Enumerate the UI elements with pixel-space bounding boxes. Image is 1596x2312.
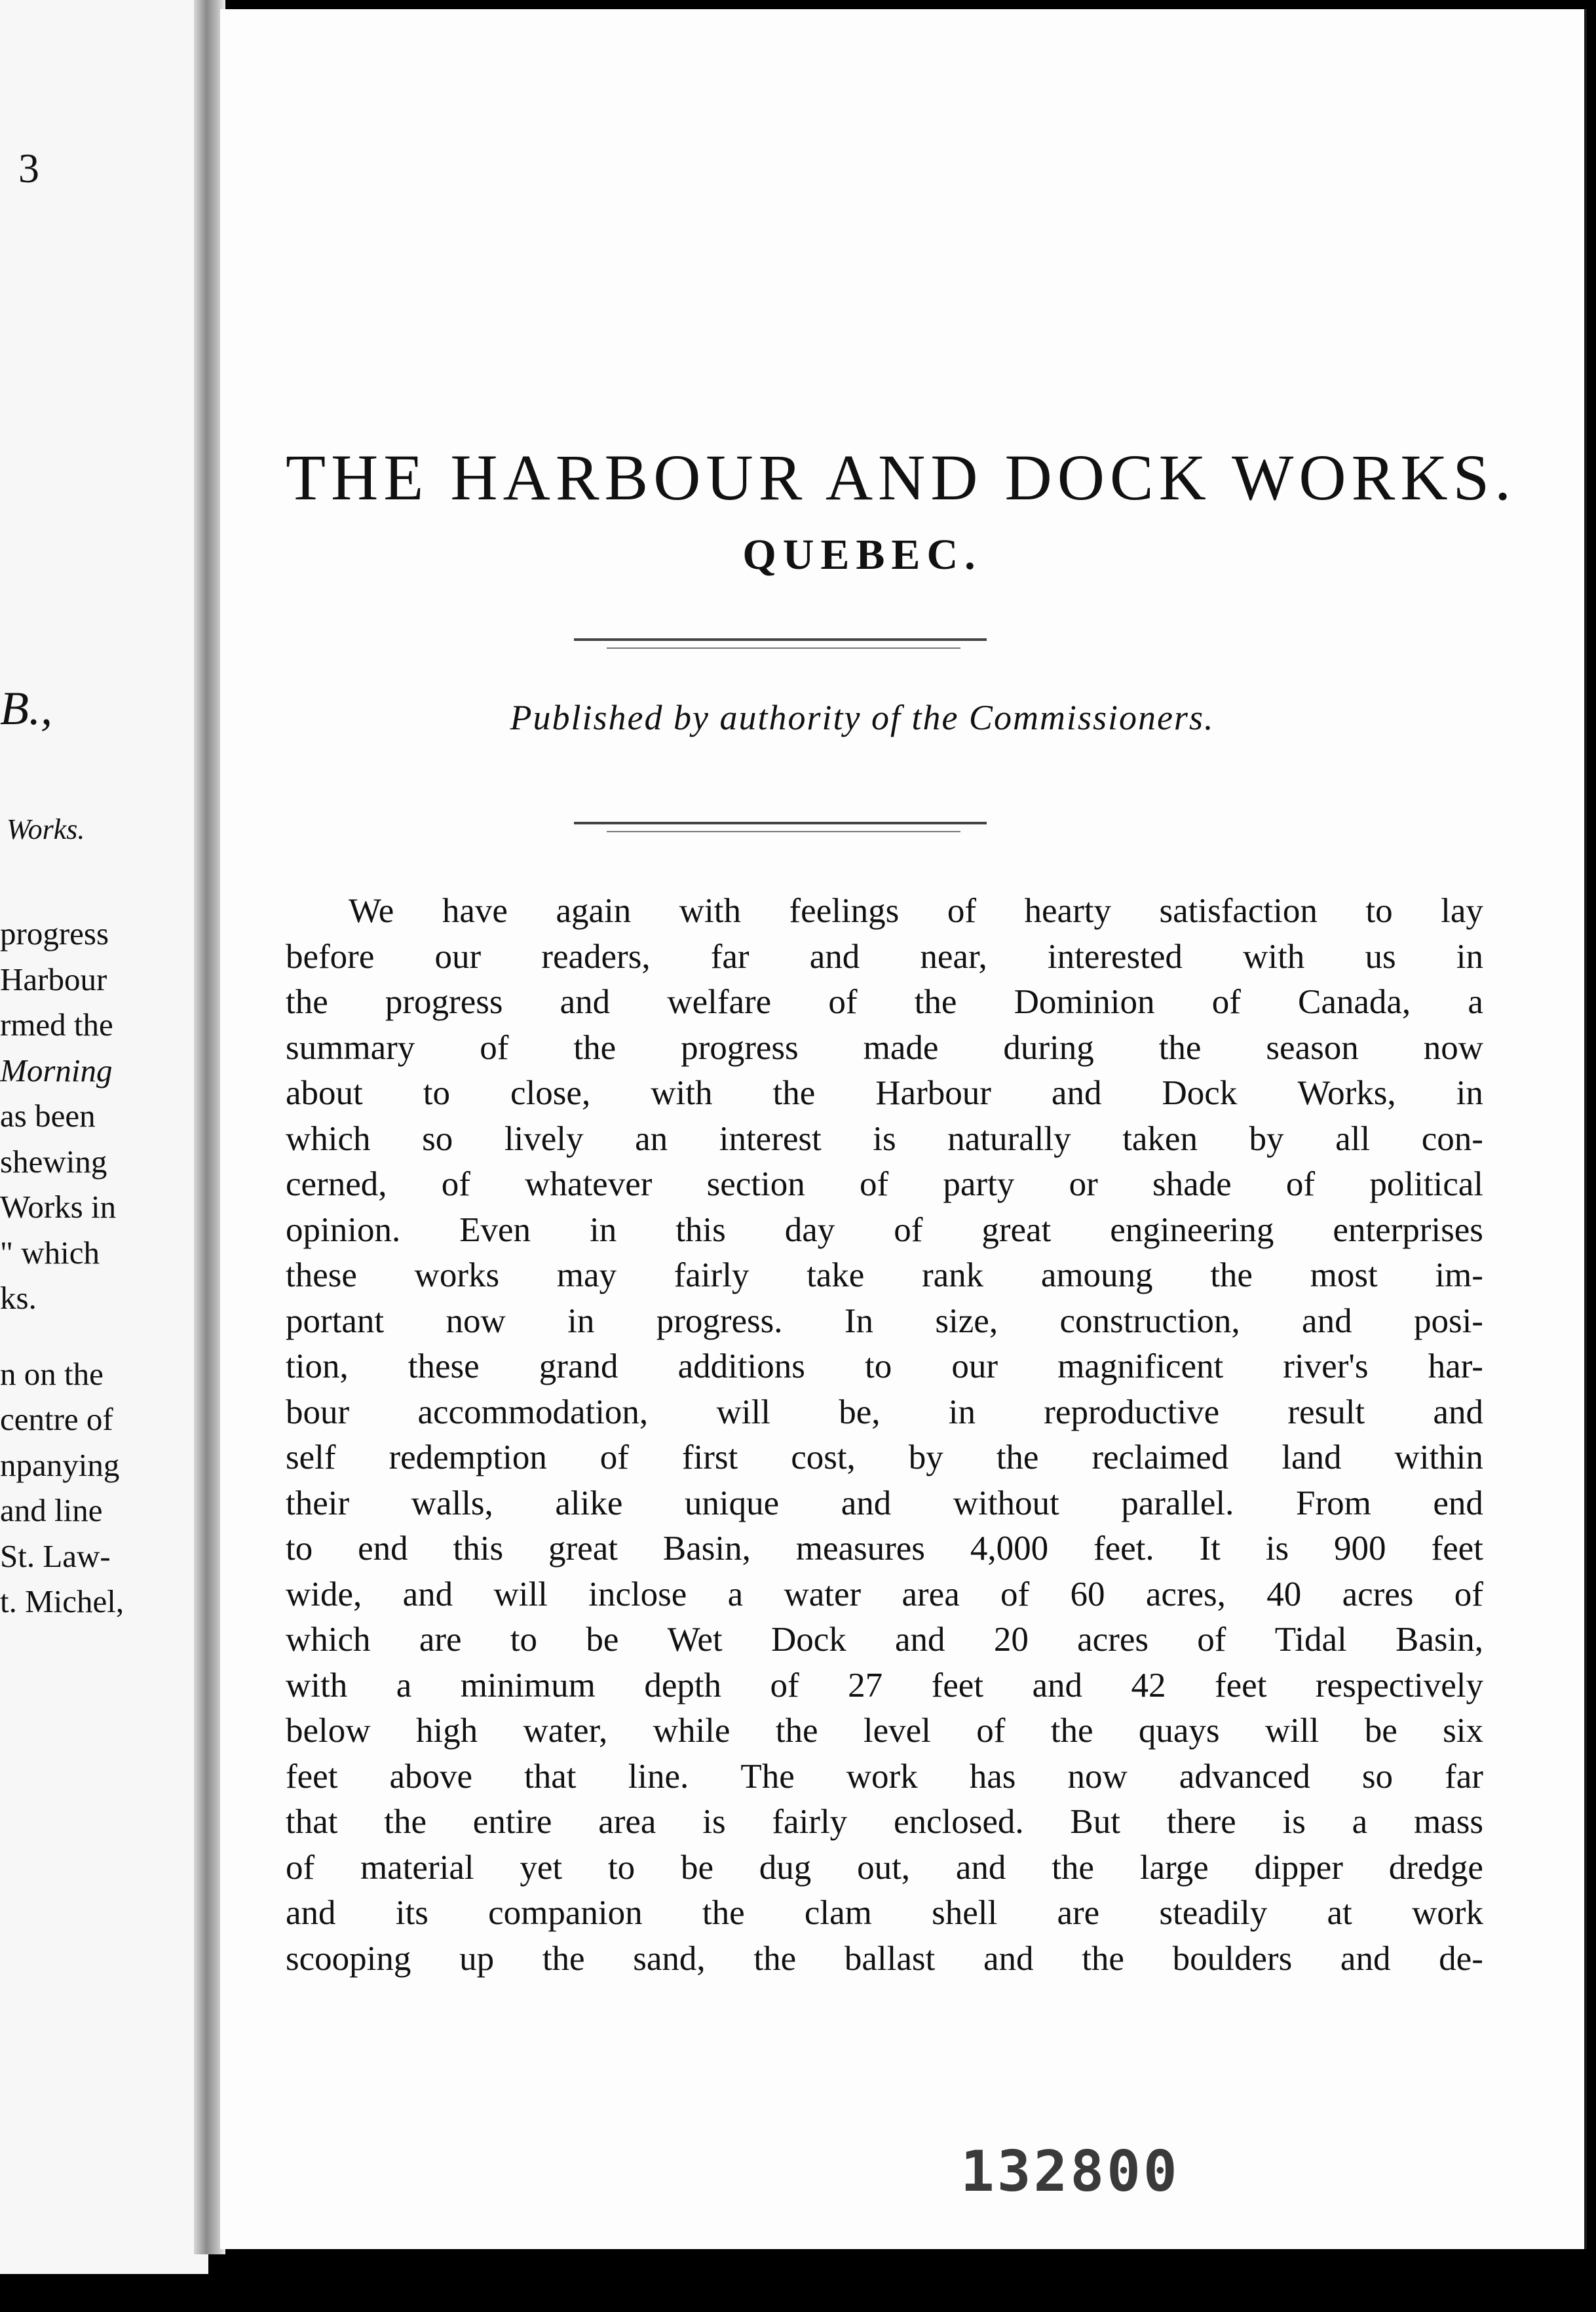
paragraph-line: which so lively an interest is naturally taken by all con-: [286, 1119, 1483, 1158]
facing-page-heading: B.,: [0, 682, 52, 735]
paragraph-line: summary of the progress made during the season now: [286, 1028, 1483, 1067]
paragraph-line: wide, and will inclose a water area of 60 acres, 40 acres of: [286, 1575, 1483, 1613]
facing-line: Works in: [0, 1189, 117, 1225]
document-title: THE HARBOUR AND DOCK WORKS.: [286, 441, 1517, 514]
facing-page-text: [0, 911, 208, 1625]
facing-page-subheading: Works.: [7, 813, 85, 845]
accession-stamp: 132800: [960, 2139, 1180, 2205]
paragraph-line: portant now in progress. In size, construction, and posi-: [286, 1301, 1483, 1340]
divider: [607, 831, 960, 832]
paragraph-line: which are to be Wet Dock and 20 acres of Tidal Basin,: [286, 1621, 1483, 1659]
paragraph-line: tion, these grand additions to our magnificent river's har-: [286, 1347, 1483, 1385]
document-page: [220, 9, 1587, 2249]
divider: [574, 822, 987, 824]
paragraph-line: with a minimum depth of 27 feet and 42 feet respectively: [286, 1666, 1483, 1705]
facing-line: centre of: [0, 1401, 113, 1437]
facing-line: and line: [0, 1492, 103, 1528]
facing-line: Morning: [0, 1052, 113, 1089]
document-subtitle: QUEBEC.: [742, 531, 982, 579]
facing-line: ks.: [0, 1280, 37, 1316]
facing-line: rmed the: [0, 1007, 113, 1043]
facing-line: St. Law-: [0, 1537, 111, 1574]
facing-line: progress: [0, 915, 109, 952]
facing-line: Harbour: [0, 961, 107, 997]
paragraph-line: the progress and welfare of the Dominion of Canada, a: [286, 983, 1483, 1021]
paragraph-line: before our readers, far and near, interested with us in: [286, 937, 1483, 976]
facing-page: [0, 0, 208, 2274]
facing-line: n on the: [0, 1355, 104, 1392]
paragraph-line: that the entire area is fairly enclosed. But there is a mass: [286, 1803, 1483, 1841]
facing-line: as been: [0, 1098, 96, 1134]
paragraph-line: these works may fairly take rank amoung the most im-: [286, 1256, 1483, 1294]
facing-line: shewing: [0, 1143, 107, 1180]
paragraph-line: bour accommodation, will be, in reproductive result and: [286, 1393, 1483, 1431]
paragraph-line: of material yet to be dug out, and the large dipper dredge: [286, 1848, 1483, 1887]
paragraph-line: scooping up the sand, the ballast and the boulders and de-: [286, 1939, 1483, 1978]
paragraph-line: about to close, with the Harbour and Dock Works, in: [286, 1074, 1483, 1112]
paragraph-line: to end this great Basin, measures 4,000 feet. It is 900 feet: [286, 1530, 1483, 1568]
byline: Published by authority of the Commissioners.: [510, 698, 1215, 737]
body-paragraph: [286, 889, 1483, 1982]
paragraph-line: and its companion the clam shell are steadily at work: [286, 1894, 1483, 1932]
facing-line: t. Michel,: [0, 1583, 124, 1619]
facing-line: " which: [0, 1234, 100, 1271]
paragraph-line: cerned, of whatever section of party or shade of political: [286, 1165, 1483, 1203]
facing-line: npanying: [0, 1446, 120, 1483]
facing-page-number: 3: [18, 145, 39, 191]
divider: [607, 647, 960, 649]
paragraph-line: We have again with feelings of hearty satisfaction to lay: [349, 892, 1483, 930]
paragraph-line: self redemption of first cost, by the reclaimed land within: [286, 1438, 1483, 1476]
paragraph-line: below high water, while the level of the quays will be six: [286, 1712, 1483, 1750]
divider: [574, 638, 987, 641]
paragraph-line: feet above that line. The work has now advanced so far: [286, 1757, 1483, 1796]
paragraph-line: opinion. Even in this day of great engineering enterprises: [286, 1210, 1483, 1249]
paragraph-line: their walls, alike unique and without parallel. From end: [286, 1484, 1483, 1522]
